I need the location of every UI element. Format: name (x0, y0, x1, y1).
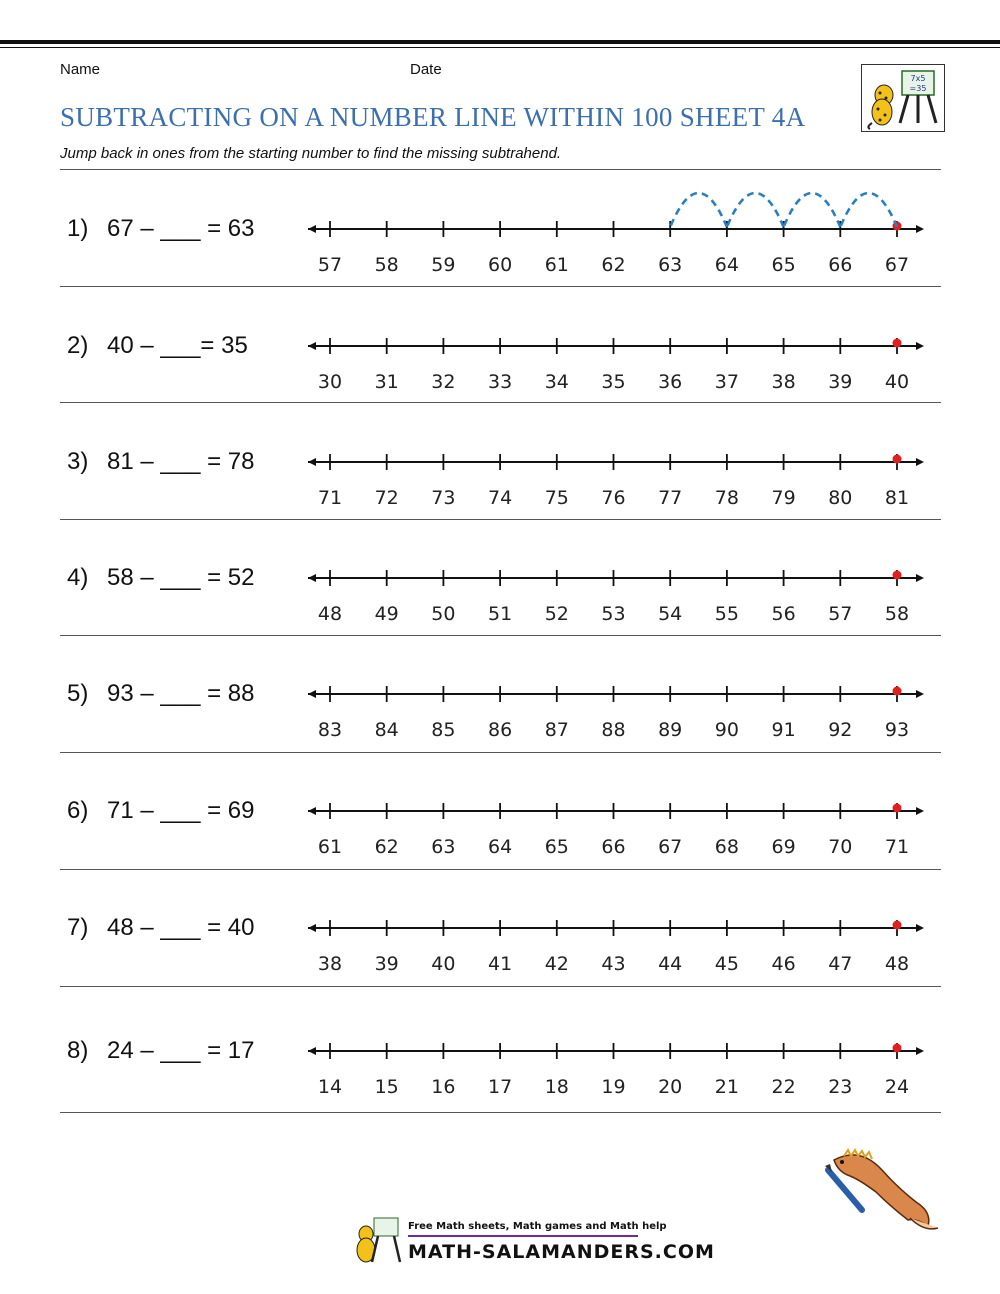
tick-label: 62 (601, 254, 626, 276)
number-line (0, 324, 1000, 404)
jump-arc (784, 193, 841, 227)
tick-label: 64 (488, 836, 513, 858)
tick-label: 33 (488, 371, 513, 393)
tick-label: 56 (771, 603, 796, 625)
tick-label: 79 (771, 487, 796, 509)
tick-label: 59 (431, 254, 456, 276)
tick-label: 18 (544, 1076, 569, 1098)
divider (60, 752, 941, 753)
number-line (0, 440, 1000, 520)
equation-text: 67 – ___ = 63 (107, 215, 255, 242)
tick-label: 40 (884, 371, 910, 393)
arrow-left-icon (308, 342, 316, 350)
tick-label: 92 (828, 719, 853, 741)
jump-arc (670, 193, 727, 227)
problem-row (0, 789, 1000, 889)
tick-label: 20 (658, 1076, 683, 1098)
tick-label: 54 (658, 603, 683, 625)
footer-logo (352, 1212, 715, 1268)
arrow-left-icon (308, 807, 316, 815)
arrow-right-icon (916, 807, 924, 815)
number-line (0, 1029, 1000, 1109)
equation-text: 48 – ___ = 40 (107, 914, 255, 941)
problem-number: 2) (67, 332, 89, 359)
divider (60, 169, 941, 170)
arrow-right-icon (916, 574, 924, 582)
tick-label: 84 (374, 719, 399, 741)
arrow-left-icon (308, 690, 316, 698)
divider (60, 986, 941, 987)
tick-label: 88 (601, 719, 626, 741)
start-point-marker (893, 455, 902, 464)
tick-label: 65 (544, 836, 569, 858)
start-point-marker (893, 687, 902, 696)
equation-text: 24 – ___ = 17 (107, 1037, 255, 1064)
tick-label: 22 (771, 1076, 796, 1098)
start-point-marker (893, 804, 902, 813)
arrow-right-icon (916, 225, 924, 233)
tick-label: 77 (658, 487, 683, 509)
tick-label: 40 (431, 953, 456, 975)
arrow-right-icon (916, 458, 924, 466)
tick-label: 67 (658, 836, 683, 858)
tick-label: 39 (374, 953, 399, 975)
tick-label: 61 (544, 254, 569, 276)
tick-label: 67 (884, 254, 910, 276)
equation-text: 93 – ___ = 88 (107, 680, 255, 707)
tick-label: 52 (544, 603, 569, 625)
tick-label: 49 (374, 603, 399, 625)
equation-text: 40 – ___= 35 (107, 332, 248, 359)
tick-label: 62 (374, 836, 399, 858)
tick-label: 35 (601, 371, 626, 393)
tick-label: 75 (544, 487, 569, 509)
problem-row (0, 556, 1000, 656)
tick-label: 93 (884, 719, 910, 741)
tick-label: 48 (317, 603, 343, 625)
tick-label: 42 (544, 953, 569, 975)
problem-number: 8) (67, 1037, 89, 1064)
start-point-marker (893, 921, 902, 930)
tick-label: 91 (771, 719, 796, 741)
tick-label: 89 (658, 719, 683, 741)
divider (60, 869, 941, 870)
name-label: Name (60, 61, 101, 78)
tick-label: 76 (601, 487, 626, 509)
tick-label: 16 (431, 1076, 456, 1098)
footer-brand: MATH-SALAMANDERS.COM (408, 1241, 715, 1263)
tick-label: 39 (828, 371, 853, 393)
tick-label: 14 (317, 1076, 343, 1098)
arrow-left-icon (308, 458, 316, 466)
tick-label: 66 (828, 254, 853, 276)
tick-label: 30 (317, 371, 343, 393)
divider (60, 519, 941, 520)
tick-label: 45 (714, 953, 739, 975)
tick-label: 37 (714, 371, 739, 393)
tick-label: 38 (771, 371, 796, 393)
arrow-right-icon (916, 924, 924, 932)
top-border (0, 40, 1000, 44)
number-line (0, 789, 1000, 869)
tick-label: 87 (544, 719, 569, 741)
tick-label: 60 (488, 254, 513, 276)
tick-label: 80 (828, 487, 853, 509)
tick-label: 68 (714, 836, 739, 858)
problem-row (0, 440, 1000, 540)
number-line (0, 672, 1000, 752)
tick-label: 72 (374, 487, 399, 509)
arrow-right-icon (916, 690, 924, 698)
tick-label: 74 (488, 487, 513, 509)
number-line (0, 207, 1000, 287)
tick-label: 81 (884, 487, 910, 509)
problem-row (0, 1029, 1000, 1129)
tick-label: 57 (828, 603, 853, 625)
problem-row (0, 324, 1000, 424)
tick-label: 31 (374, 371, 399, 393)
tick-label: 70 (828, 836, 853, 858)
problem-number: 5) (67, 680, 89, 707)
tick-label: 53 (601, 603, 626, 625)
start-point-marker (893, 571, 902, 580)
divider (60, 1112, 941, 1113)
tick-label: 63 (658, 254, 683, 276)
tick-label: 66 (601, 836, 626, 858)
equation-text: 71 – ___ = 69 (107, 797, 255, 824)
divider (60, 635, 941, 636)
arrow-left-icon (308, 225, 316, 233)
tick-label: 71 (317, 487, 343, 509)
arrow-left-icon (308, 574, 316, 582)
equation-text: 81 – ___ = 78 (107, 448, 255, 475)
problem-row (0, 672, 1000, 772)
divider (60, 286, 941, 287)
problem-number: 6) (67, 797, 89, 824)
tick-label: 86 (488, 719, 513, 741)
arrow-right-icon (916, 1047, 924, 1055)
tick-label: 21 (714, 1076, 739, 1098)
tick-label: 65 (771, 254, 796, 276)
problem-number: 3) (67, 448, 89, 475)
logo-line1: 7x5 (910, 74, 926, 83)
arrow-left-icon (308, 1047, 316, 1055)
salamander-pencil-illustration (820, 1140, 940, 1235)
tick-label: 23 (828, 1076, 853, 1098)
arrow-right-icon (916, 342, 924, 350)
tick-label: 71 (884, 836, 910, 858)
tick-label: 64 (714, 254, 739, 276)
tick-label: 44 (658, 953, 683, 975)
start-point-marker (893, 1044, 902, 1053)
divider (60, 402, 941, 403)
problem-row (0, 207, 1000, 307)
problem-number: 1) (67, 215, 89, 242)
start-point-marker (893, 339, 902, 348)
tick-label: 34 (544, 371, 569, 393)
problem-number: 4) (67, 564, 89, 591)
equation-text: 58 – ___ = 52 (107, 564, 255, 591)
tick-label: 38 (317, 953, 343, 975)
tick-label: 57 (317, 254, 343, 276)
top-border-thin (0, 47, 1000, 48)
tick-label: 50 (431, 603, 456, 625)
page-title: SUBTRACTING ON A NUMBER LINE WITHIN 100 SHEET 4A (60, 102, 806, 132)
tick-label: 19 (601, 1076, 626, 1098)
tick-label: 63 (431, 836, 456, 858)
tick-label: 69 (771, 836, 796, 858)
tick-label: 85 (431, 719, 456, 741)
tick-label: 90 (714, 719, 739, 741)
tick-label: 15 (374, 1076, 399, 1098)
problem-row (0, 906, 1000, 1006)
tick-label: 58 (374, 254, 399, 276)
jump-arc (840, 193, 897, 227)
tick-label: 55 (714, 603, 739, 625)
problem-number: 7) (67, 914, 89, 941)
footer-tagline: Free Math sheets, Math games and Math help (408, 1221, 667, 1232)
date-label: Date (410, 61, 442, 78)
tick-label: 61 (317, 836, 343, 858)
number-line (0, 906, 1000, 986)
tick-label: 83 (317, 719, 343, 741)
tick-label: 78 (714, 487, 739, 509)
tick-label: 41 (488, 953, 513, 975)
tick-label: 51 (488, 603, 513, 625)
tick-label: 58 (884, 603, 910, 625)
jump-arc (727, 193, 784, 227)
tick-label: 17 (488, 1076, 513, 1098)
arrow-left-icon (308, 924, 316, 932)
tick-label: 48 (884, 953, 910, 975)
tick-label: 47 (828, 953, 853, 975)
tick-label: 32 (431, 371, 456, 393)
logo-line2: =35 (909, 84, 927, 93)
tick-label: 24 (884, 1076, 910, 1098)
tick-label: 73 (431, 487, 456, 509)
tick-label: 43 (601, 953, 626, 975)
tick-label: 36 (658, 371, 683, 393)
instructions: Jump back in ones from the starting number to find the missing subtrahend. (60, 145, 562, 162)
salamander-logo (861, 64, 945, 132)
tick-label: 46 (771, 953, 796, 975)
number-line (0, 556, 1000, 636)
